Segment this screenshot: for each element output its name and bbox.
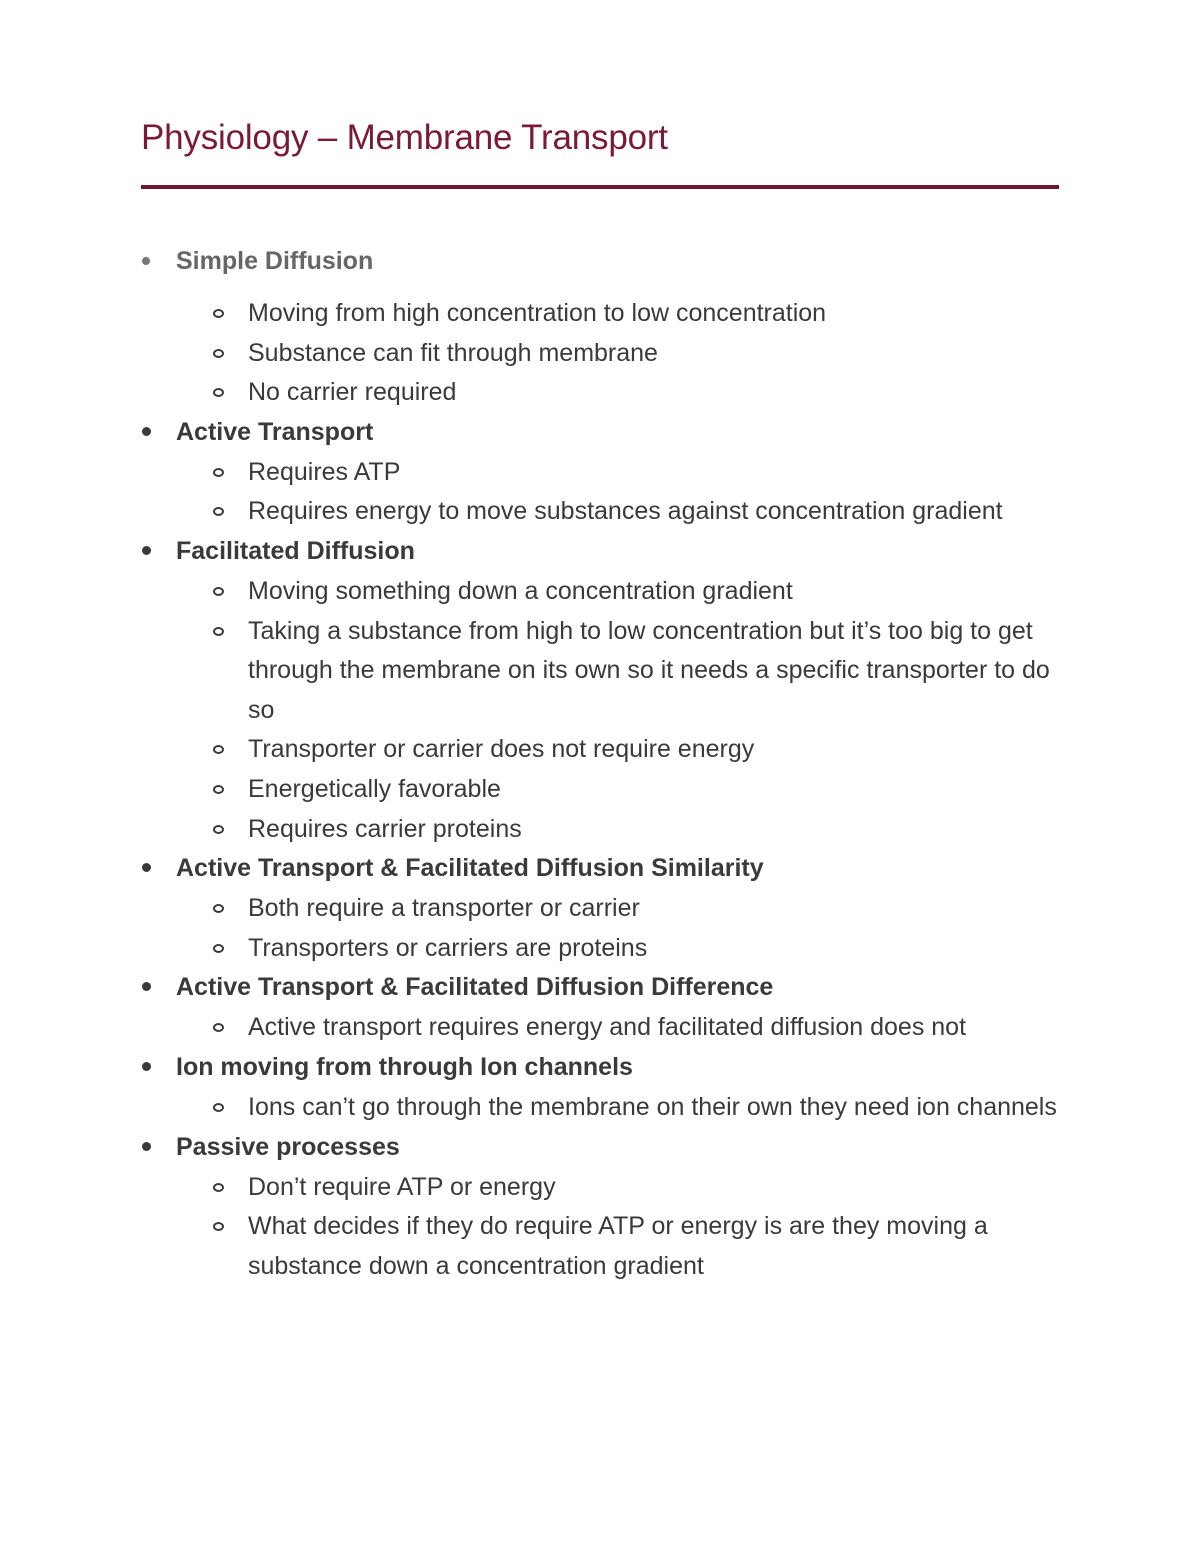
bullet-icon [142, 1142, 151, 1151]
list-item [0, 810, 1200, 850]
list-item [0, 453, 1200, 493]
topic-row [0, 849, 1200, 889]
topic-heading: Simple Diffusion [176, 247, 374, 275]
topic-item [0, 532, 1200, 849]
list-item [0, 572, 1200, 612]
list-item [0, 334, 1200, 374]
point-text: Don’t require ATP or energy [248, 1172, 556, 1201]
point-text: Requires energy to move substances against concentration gradient [248, 497, 1003, 526]
topic-heading: Active Transport & Facilitated Diffusion Difference [176, 973, 774, 1002]
point-list [0, 1168, 1200, 1287]
point-list [0, 572, 1200, 849]
circle-bullet-icon [213, 785, 224, 794]
topic-row [0, 1048, 1200, 1088]
point-list [0, 1008, 1200, 1048]
circle-bullet-icon [213, 904, 224, 913]
point-list [0, 282, 1200, 413]
point-text: What decides if they do require ATP or energy is are they moving a substance down a concentration gradient [248, 1212, 988, 1280]
page-title: Physiology – Membrane Transport [141, 118, 668, 157]
topic-item [0, 413, 1200, 532]
topic-heading: Facilitated Diffusion [176, 536, 415, 565]
circle-bullet-icon [213, 309, 224, 318]
topic-list [0, 242, 1200, 1286]
topic-row [0, 413, 1200, 453]
point-list [0, 1088, 1200, 1128]
point-text: No carrier required [248, 378, 457, 407]
point-text: Active transport requires energy and facilitated diffusion does not [248, 1013, 967, 1042]
topic-row [0, 532, 1200, 572]
bullet-icon [142, 257, 150, 265]
point-text: Requires ATP [248, 457, 401, 486]
circle-bullet-icon [213, 1183, 224, 1192]
point-text: Moving something down a concentration gradient [248, 576, 793, 605]
point-text: Taking a substance from high to low concentration but it’s too big to get through the membrane on its own so it needs a specific transporter to do so [248, 616, 1050, 724]
circle-bullet-icon [213, 388, 224, 397]
circle-bullet-icon [213, 1023, 224, 1032]
circle-bullet-icon [213, 468, 224, 477]
bullet-icon [142, 1062, 151, 1071]
list-item [0, 294, 1200, 334]
point-text: Ions can’t go through the membrane on their own they need ion channels [248, 1092, 1057, 1121]
list-item [0, 730, 1200, 770]
topic-heading: Passive processes [176, 1132, 400, 1161]
circle-bullet-icon [213, 587, 224, 596]
list-item [0, 1168, 1200, 1208]
point-text: Transporter or carrier does not require energy [248, 735, 755, 764]
circle-bullet-icon [213, 1103, 224, 1112]
point-text: Energetically favorable [248, 774, 501, 803]
circle-bullet-icon [213, 745, 224, 754]
title-divider [141, 185, 1059, 189]
topic-item [0, 1048, 1200, 1128]
circle-bullet-icon [213, 627, 224, 636]
list-item [0, 929, 1200, 969]
circle-bullet-icon [213, 825, 224, 834]
circle-bullet-icon [213, 944, 224, 953]
list-item [0, 1008, 1200, 1048]
bullet-icon [142, 982, 151, 991]
point-list [0, 889, 1200, 968]
topic-heading: Active Transport [176, 417, 374, 446]
bullet-icon [142, 863, 151, 872]
point-text: Requires carrier proteins [248, 814, 522, 843]
point-text: Transporters or carriers are proteins [248, 933, 648, 962]
list-item [0, 373, 1200, 413]
list-item [0, 770, 1200, 810]
topic-item [0, 242, 1200, 413]
topic-row [0, 242, 1200, 282]
bullet-icon [142, 546, 151, 555]
point-text: Moving from high concentration to low concentration [248, 299, 827, 327]
circle-bullet-icon [213, 349, 224, 358]
topic-row [0, 968, 1200, 1008]
topic-row [0, 1128, 1200, 1168]
topic-item [0, 968, 1200, 1048]
topic-heading: Ion moving from through Ion channels [176, 1052, 633, 1081]
list-item [0, 612, 1200, 731]
topic-item [0, 849, 1200, 968]
list-item [0, 1088, 1200, 1128]
point-text: Substance can fit through membrane [248, 338, 658, 367]
point-list [0, 453, 1200, 532]
list-item [0, 889, 1200, 929]
circle-bullet-icon [213, 507, 224, 516]
list-item [0, 492, 1200, 532]
point-text: Both require a transporter or carrier [248, 894, 640, 923]
topic-heading: Active Transport & Facilitated Diffusion Similarity [176, 854, 764, 883]
circle-bullet-icon [213, 1222, 224, 1231]
topic-item [0, 1128, 1200, 1287]
list-item [0, 1207, 1200, 1286]
bullet-icon [142, 427, 151, 436]
